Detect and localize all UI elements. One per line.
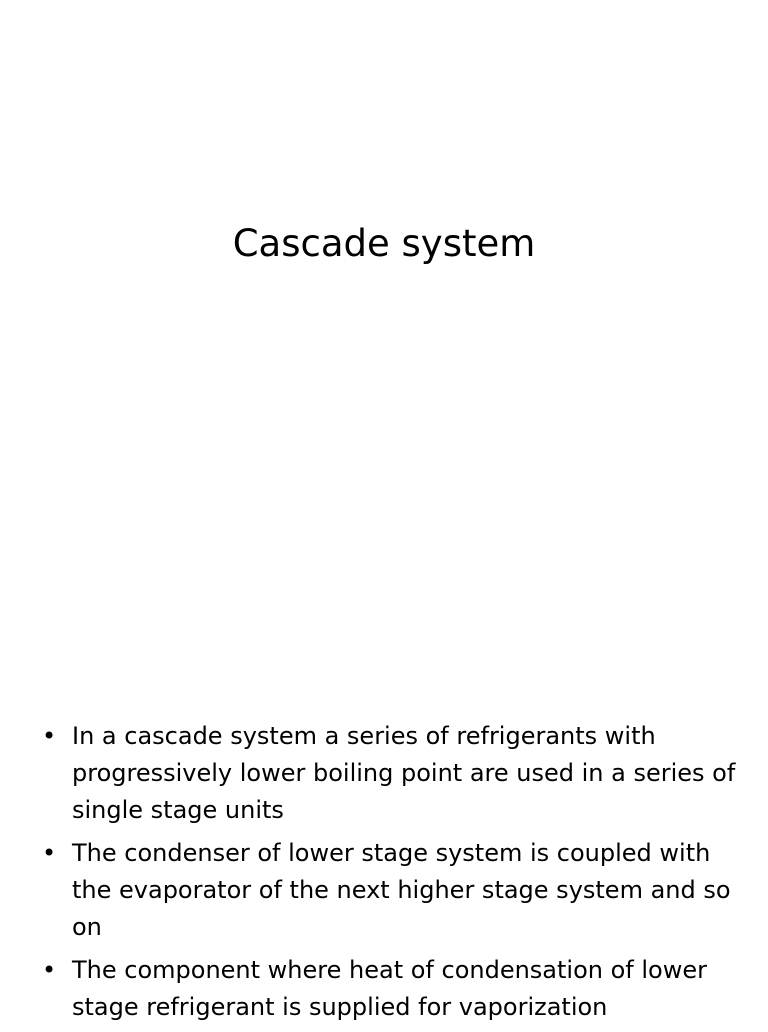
bullet-text: The component where heat of condensation of lower stage refrigerant is supplied for vaporization	[72, 956, 707, 1021]
bullet-item	[42, 952, 742, 1026]
bullet-item	[42, 835, 742, 946]
bullet-item	[42, 718, 742, 829]
bullet-icon: •	[42, 956, 57, 984]
bullet-icon: •	[42, 839, 57, 867]
bullet-text: The condenser of lower stage system is coupled with the evaporator of the next higher stage system and so on	[72, 839, 731, 941]
bullet-icon: •	[42, 722, 57, 750]
bullet-list	[42, 718, 742, 1032]
bullet-text: In a cascade system a series of refrigerants with progressively lower boiling point are used in a series of single stage units	[72, 722, 736, 824]
slide-title: Cascade system	[232, 222, 536, 265]
